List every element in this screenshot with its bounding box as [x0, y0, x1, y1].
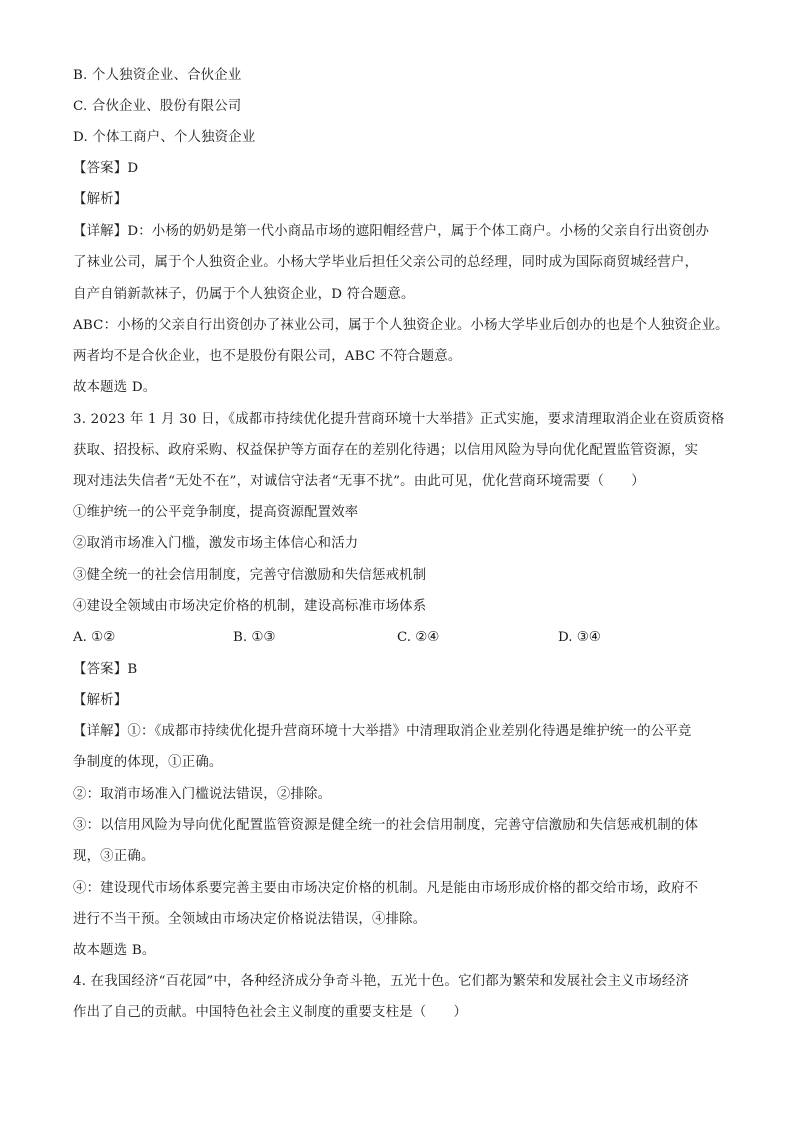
statement-2: ②取消市场准入门槛，激发市场主体信心和活力: [73, 536, 359, 551]
answer-options: [73, 628, 721, 648]
explanation-line: ②：取消市场准入门槛说法错误，②排除。: [73, 787, 332, 802]
conclusion-line: 故本题选 B。: [73, 943, 156, 958]
explanation-line: 了袜业公司，属于个人独资企业。小杨大学毕业后担任父亲公司的总经理，同时成为国际商贸城经营户，: [73, 255, 699, 270]
statement-3: ③健全统一的社会信用制度，完善守信激励和失信惩戒机制: [73, 568, 427, 583]
answer-label: 【答案】B: [73, 662, 138, 677]
analysis-label: 【解析】: [73, 192, 128, 207]
question-4-line: 作出了自己的贡献。中国特色社会主义制度的重要支柱是（ ）: [73, 1005, 468, 1020]
explanation-line: ③：以信用风险为导向优化配置监管资源是健全统一的社会信用制度，完善守信激励和失信惩戒机制的体: [73, 818, 699, 833]
statement-4: ④建设全领域由市场决定价格的机制，建设高标准市场体系: [73, 599, 427, 614]
option-d: D. 个体工商户、个人独资企业: [73, 130, 256, 145]
explanation-line: 自产自销新款袜子，仍属于个人独资企业，D 符合题意。: [73, 287, 415, 302]
question-4-line: 4. 在我国经济“百花园”中，各种经济成分争奇斗艳，五光十色。它们都为繁荣和发展社会主义市场经济: [73, 974, 690, 989]
conclusion-line: 故本题选 D。: [73, 380, 157, 395]
question-3-line: 现对违法失信者“无处不在”，对诚信守法者“无事不扰”。由此可见，优化营商环境需要（ ）: [73, 474, 645, 489]
option-d: D. ③④: [558, 630, 601, 645]
option-b: B. ①③: [233, 630, 276, 645]
question-3-line: 3. 2023 年 1 月 30 日，《成都市持续优化提升营商环境十大举措》正式实施，要求清理取消企业在资质资格: [73, 412, 725, 427]
option-c: C. ②④: [397, 630, 440, 645]
explanation-line: 【详解】D：小杨的奶奶是第一代小商品市场的遮阳帽经营户，属于个体工商户。小杨的父亲自行出资创办: [73, 224, 710, 239]
explanation-line: 【详解】①：《成都市持续优化提升营商环境十大举措》中清理取消企业差别化待遇是维护统一的公平竞: [73, 724, 692, 739]
option-c: C. 合伙企业、股份有限公司: [73, 99, 242, 114]
explanation-line: 争制度的体现，①正确。: [73, 755, 223, 770]
explanation-line: 两者均不是合伙企业，也不是股份有限公司，ABC 不符合题意。: [73, 349, 462, 364]
analysis-label: 【解析】: [73, 693, 128, 708]
statement-1: ①维护统一的公平竞争制度，提高资源配置效率: [73, 505, 359, 520]
question-3-line: 获取、招投标、政府采购、权益保护等方面存在的差别化待遇；以信用风险为导向优化配置监管资源，实: [73, 443, 699, 458]
explanation-line: 现，③正确。: [73, 849, 155, 864]
explanation-line: 进行不当干预。全领域由市场决定价格说法错误，④排除。: [73, 912, 427, 927]
explanation-line: ④：建设现代市场体系要完善主要由市场决定价格的机制。凡是能由市场形成价格的都交给市场，政府不: [73, 881, 699, 896]
answer-label: 【答案】D: [73, 161, 139, 176]
explanation-line: ABC：小杨的父亲自行出资创办了袜业公司，属于个人独资企业。小杨大学毕业后创办的也是个人独资企业。: [73, 318, 729, 333]
option-b: B. 个人独资企业、合伙企业: [73, 68, 242, 83]
option-a: A. ①②: [73, 630, 116, 645]
